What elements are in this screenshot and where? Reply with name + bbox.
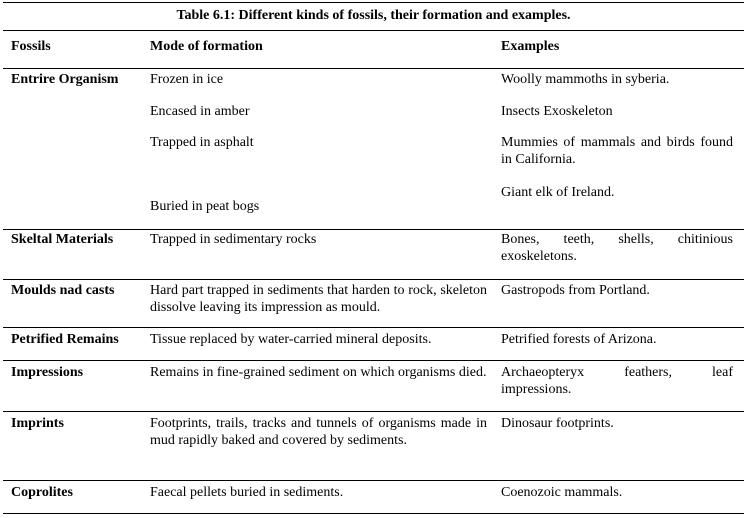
row-rule <box>3 411 744 412</box>
mode-cell: Trapped in sedimentary rocks <box>150 232 317 247</box>
mode-cell: Tissue replaced by water-carried mineral deposits. <box>150 332 432 347</box>
fossil-name: Entrire Organism <box>11 72 119 87</box>
mode-cell: Faecal pellets buried in sediments. <box>150 485 344 500</box>
mode-cell: Hard part trapped in sediments that harden to rock, skeleton dissolve leaving its impression as mould. <box>150 283 487 315</box>
example-cell: Insects Exoskeleton <box>501 104 613 119</box>
row-rule <box>3 360 744 361</box>
fossil-name: Petrified Remains <box>11 332 119 347</box>
example-cell: Mummies of mammals and birds found in California. <box>501 135 733 167</box>
fossil-name: Impressions <box>11 365 84 380</box>
header-rule <box>3 68 744 69</box>
row-rule <box>3 480 744 481</box>
header-fossils: Fossils <box>11 39 51 54</box>
mode-cell: Footprints, trails, tracks and tunnels of organisms made in mud rapidly baked and covered by sediments. <box>150 416 487 448</box>
mode-cell: Frozen in ice <box>150 72 224 87</box>
table-top-rule <box>3 2 744 3</box>
fossil-name: Moulds nad casts <box>11 283 115 298</box>
example-cell: Gastropods from Portland. <box>501 283 650 298</box>
mode-cell: Encased in amber <box>150 104 250 119</box>
mode-cell: Buried in peat bogs <box>150 199 260 214</box>
caption-rule <box>3 30 744 31</box>
row-rule <box>3 327 744 328</box>
fossil-name: Skeltal Materials <box>11 232 114 247</box>
header-mode: Mode of formation <box>150 39 263 54</box>
row-rule <box>3 279 744 280</box>
example-cell: Dinosaur footprints. <box>501 416 614 431</box>
example-cell: Bones, teeth, shells, chitinious exoskeletons. <box>501 232 733 264</box>
fossil-name: Imprints <box>11 416 64 431</box>
mode-cell: Trapped in asphalt <box>150 135 254 150</box>
example-cell: Coenozoic mammals. <box>501 485 623 500</box>
example-cell: Woolly mammoths in syberia. <box>501 72 670 87</box>
table-bottom-rule <box>3 513 744 514</box>
table-caption: Table 6.1: Different kinds of fossils, their formation and examples. <box>176 8 571 23</box>
mode-cell: Remains in fine-grained sediment on which organisms died. <box>150 365 487 380</box>
example-cell: Archaeopteryx feathers, leaf impressions. <box>501 365 733 397</box>
fossil-name: Coprolites <box>11 485 73 500</box>
example-cell: Petrified forests of Arizona. <box>501 332 657 347</box>
header-examples: Examples <box>501 39 560 54</box>
row-rule <box>3 229 744 230</box>
example-cell: Giant elk of Ireland. <box>501 185 615 200</box>
